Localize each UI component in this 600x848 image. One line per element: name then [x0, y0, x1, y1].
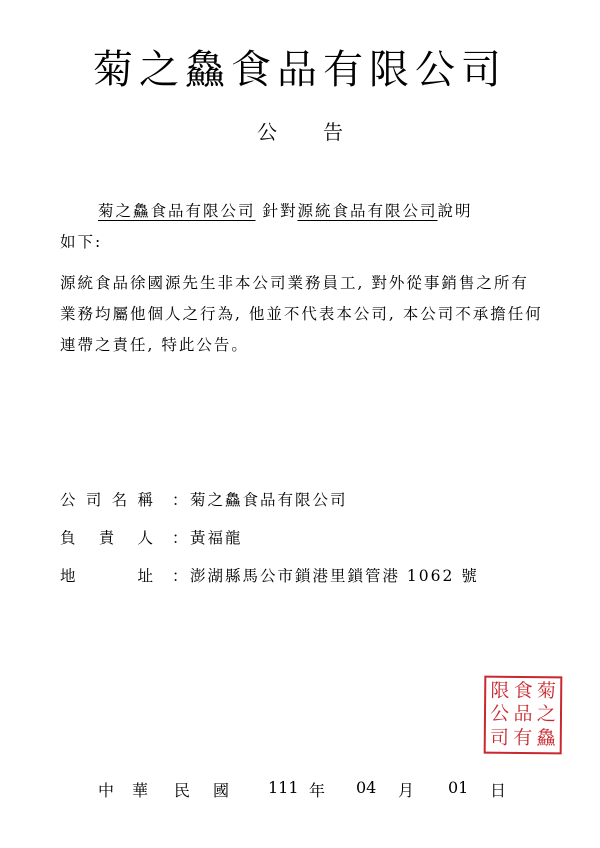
era-char: 中 [98, 781, 115, 800]
era-char: 國 [213, 781, 230, 800]
address-value: 澎湖縣馬公市鎖港里鎖管港 1062 號 [190, 567, 479, 585]
statement-text: 說明 [437, 202, 473, 220]
notice-char-1: 公 [257, 120, 277, 144]
owner-value: 黃福龍 [190, 529, 243, 547]
company-name-label: 公 司 名 稱 [60, 491, 155, 509]
date-year-unit: 年 [309, 781, 326, 800]
company-title: 菊之鱻食品有限公司 [93, 47, 507, 93]
party-a: 菊之鱻食品有限公司 [98, 202, 256, 220]
main-paragraph: 源統食品徐國源先生非本公司業務員工, 對外從事銷售之所有業務均屬他個人之行為, 他並不代表本公司, 本公司不承擔任何連帶之責任, 特此公告。 [60, 274, 543, 354]
era-char: 民 [174, 781, 191, 800]
era-char: 華 [132, 781, 149, 800]
date-month: 04 [356, 778, 377, 797]
notice-heading [0, 116, 600, 145]
address-label: 地 址 [60, 567, 155, 585]
party-b: 源統食品有限公司 [297, 202, 438, 220]
date-year: 111 [268, 778, 299, 797]
intro-paragraph [60, 196, 545, 258]
date-day-unit: 日 [490, 781, 507, 800]
colon: ： [172, 529, 190, 547]
colon: ： [172, 567, 190, 585]
address-row [60, 564, 479, 586]
company-name-value: 菊之鱻食品有限公司 [190, 491, 348, 509]
owner-row [60, 526, 243, 548]
intro-line-2: 如下: [60, 233, 103, 251]
notice-char-2: 告 [323, 120, 343, 144]
company-name-row [60, 488, 348, 510]
date-day: 01 [448, 778, 469, 797]
colon: ： [172, 491, 190, 509]
owner-label: 負 責 人 [60, 529, 155, 547]
date-month-unit: 月 [398, 781, 415, 800]
regarding-text: 針對 [262, 202, 298, 220]
company-seal: 限 食 菊 公 品 之 司 有 鱻 [484, 676, 563, 755]
